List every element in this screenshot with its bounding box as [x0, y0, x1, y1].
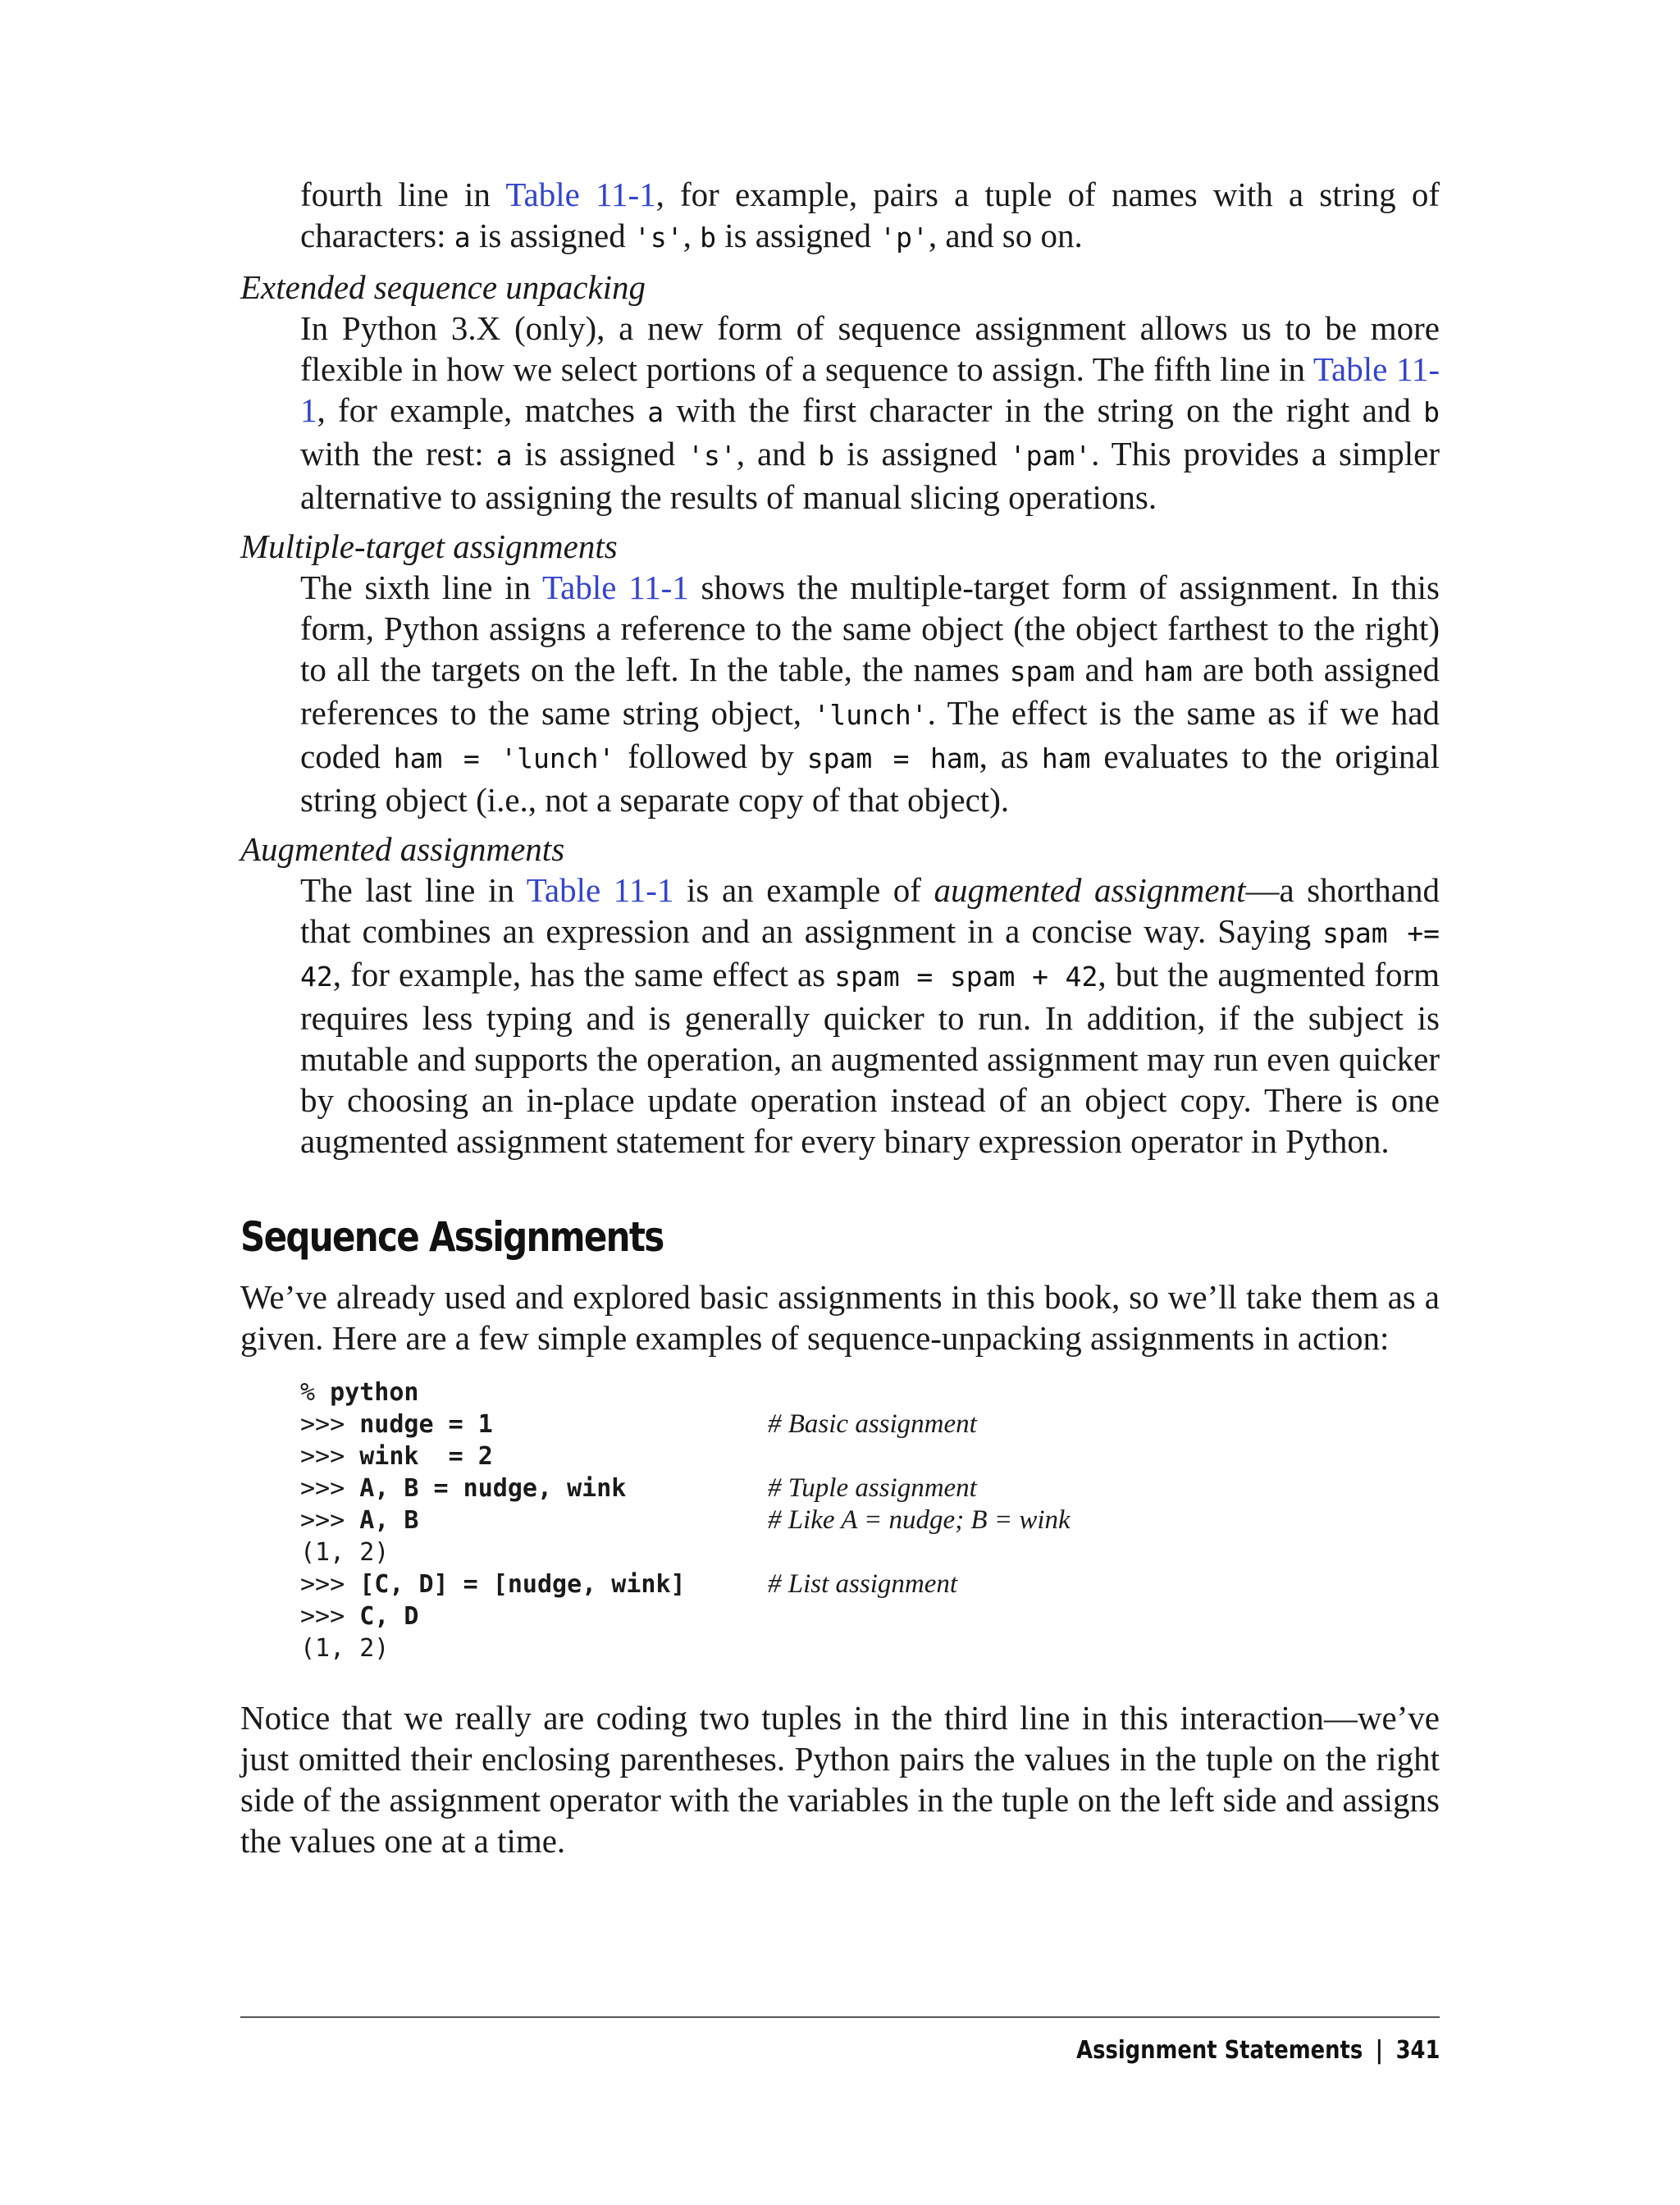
- text-run: with the rest:: [300, 435, 496, 472]
- code-comment: # Basic assignment: [768, 1409, 977, 1439]
- code-line: [300, 1376, 1440, 1408]
- footer-running-head: [1076, 2036, 1440, 2065]
- inline-code: b: [818, 440, 835, 472]
- code-prompt: %: [300, 1378, 331, 1407]
- text-run: with the first character in the string on the right and: [664, 391, 1424, 429]
- text-run: is assigned: [512, 435, 688, 472]
- code-line: [300, 1504, 1440, 1536]
- code-command: wink = 2: [359, 1442, 493, 1471]
- section-heading: Sequence Assignments: [240, 1213, 664, 1261]
- text-run: , and so on.: [928, 217, 1083, 254]
- text-run: is assigned: [834, 435, 1010, 472]
- inline-code: b: [700, 221, 716, 253]
- code-line: [300, 1600, 1440, 1632]
- inline-code: 's': [633, 221, 683, 253]
- term-augmented-assignments: Augmented assignments: [240, 830, 565, 868]
- intro-tail-paragraph: [300, 174, 1440, 258]
- code-command: A, B = nudge, wink: [359, 1474, 627, 1503]
- text-run: . The effect is the same as if we had coded: [300, 694, 1440, 775]
- text-run: is an example of: [673, 871, 934, 909]
- code-prompt: >>>: [300, 1474, 360, 1503]
- code-line: [300, 1536, 1440, 1568]
- code-comment: # Like A = nudge; B = wink: [768, 1505, 1071, 1535]
- code-comment: # List assignment: [768, 1569, 958, 1599]
- term-multiple-target-assignments: Multiple-target assignments: [240, 527, 618, 565]
- inline-code: a: [647, 396, 664, 428]
- page-content: [240, 174, 1440, 1861]
- text-run: shows the multiple-target form of assignment. In this form, Python assigns a reference to the same object (the object farthest to the right) to all the targets on the left. In the table, the names: [300, 568, 1440, 688]
- code-line: [300, 1632, 1440, 1664]
- code-prompt: >>>: [300, 1410, 360, 1439]
- code-line: [300, 1472, 1440, 1504]
- inline-code: spam = ham: [806, 742, 979, 774]
- code-prompt: >>>: [300, 1570, 360, 1599]
- inline-code: 's': [687, 440, 737, 472]
- inline-code: spam = spam + 42: [834, 961, 1098, 993]
- text-run: , for example, pairs a tuple of names with a string of characters:: [300, 176, 1440, 254]
- section-intro-paragraph: We’ve already used and explored basic assignments in this book, so we’ll take them as a given. Here are a few simple examples of sequence-unpacking assignments in action:: [240, 1278, 1440, 1357]
- text-run: —a shorthand that combines an expression and an assignment in a concise way. Saying: [300, 871, 1440, 950]
- text-run: , for example, matches: [317, 391, 648, 429]
- text-run: fourth line in: [300, 176, 506, 213]
- notice-paragraph: Notice that we really are coding two tuples in the third line in this interaction—we’ve just omitted their enclosing parentheses. Python pairs the values in the tuple on the right side of the assignment operator with the variables in the tuple on the left side and assigns the values one at a time.: [240, 1699, 1440, 1860]
- table-11-1-link[interactable]: Table 11-1: [541, 568, 689, 606]
- footer-chapter-title: Assignment Statements: [1075, 2036, 1363, 2065]
- emphasis-term: augmented assignment: [934, 871, 1246, 909]
- text-run: ,: [682, 217, 701, 254]
- code-line: [300, 1408, 1440, 1440]
- text-run: In Python 3.X (only), a new form of sequence assignment allows us to be more flexible in how we select portions of a sequence to assign. The fifth line in: [300, 309, 1440, 388]
- inline-code: spam += 42: [300, 917, 1440, 993]
- text-run: The sixth line in: [300, 568, 542, 606]
- page-footer: [240, 2016, 1440, 2065]
- inline-code: 'p': [879, 221, 929, 253]
- code-prompt: >>>: [300, 1506, 360, 1535]
- code-command: [C, D] = [nudge, wink]: [359, 1570, 686, 1599]
- code-example: [300, 1376, 1440, 1664]
- text-run: followed by: [614, 737, 807, 775]
- code-command: A, B: [359, 1506, 419, 1535]
- extended-paragraph: [300, 308, 1440, 518]
- inline-code: spam: [1009, 655, 1075, 687]
- code-output: (1, 2): [300, 1538, 390, 1567]
- inline-code: ham: [1144, 655, 1193, 687]
- code-line: [300, 1568, 1440, 1600]
- inline-code: a: [454, 221, 471, 253]
- footer-separator: |: [1375, 2036, 1383, 2065]
- text-run: is assigned: [470, 217, 634, 254]
- code-command: nudge = 1: [359, 1410, 493, 1439]
- code-command: C, D: [359, 1602, 419, 1631]
- inline-code: b: [1423, 396, 1440, 428]
- text-run: , as: [979, 737, 1042, 775]
- text-run: and: [1075, 651, 1144, 688]
- text-run: is assigned: [715, 217, 880, 254]
- code-line: [300, 1440, 1440, 1472]
- table-11-1-link[interactable]: Table 11-1: [526, 871, 674, 909]
- text-run: , and: [736, 435, 819, 472]
- inline-code: a: [495, 440, 513, 472]
- inline-code: 'lunch': [813, 699, 928, 731]
- text-run: evaluates to the original string object (i.e., not a separate copy of that object).: [300, 737, 1440, 819]
- code-output: (1, 2): [300, 1634, 390, 1663]
- inline-code: ham = 'lunch': [393, 742, 615, 774]
- table-11-1-link[interactable]: Table 11-1: [300, 350, 1440, 429]
- code-comment: # Tuple assignment: [768, 1473, 977, 1503]
- page-number: 341: [1395, 2036, 1440, 2065]
- code-command: python: [330, 1378, 419, 1407]
- augmented-paragraph: [300, 870, 1440, 1162]
- text-run: . This provides a simpler alternative to assigning the results of manual slicing operations.: [300, 435, 1440, 516]
- inline-code: 'pam': [1009, 440, 1092, 472]
- text-run: are both assigned references to the same string object,: [300, 651, 1440, 732]
- text-run: , but the augmented form requires less typing and is generally quicker to run. In addition, if the subject is mutable and supports the operation, an augmented assignment may run even quicker by choosing an in-place update operation instead of an object copy. There is one augmented assignment statement for every binary expression operator in Python.: [300, 956, 1440, 1160]
- table-11-1-link[interactable]: Table 11-1: [505, 176, 656, 213]
- term-extended-sequence-unpacking: Extended sequence unpacking: [240, 268, 646, 306]
- inline-code: ham: [1041, 742, 1091, 774]
- code-prompt: >>>: [300, 1602, 360, 1631]
- code-prompt: >>>: [300, 1442, 360, 1471]
- text-run: The last line in: [300, 871, 527, 909]
- multiple-paragraph: [300, 567, 1440, 820]
- text-run: , for example, has the same effect as: [332, 956, 835, 993]
